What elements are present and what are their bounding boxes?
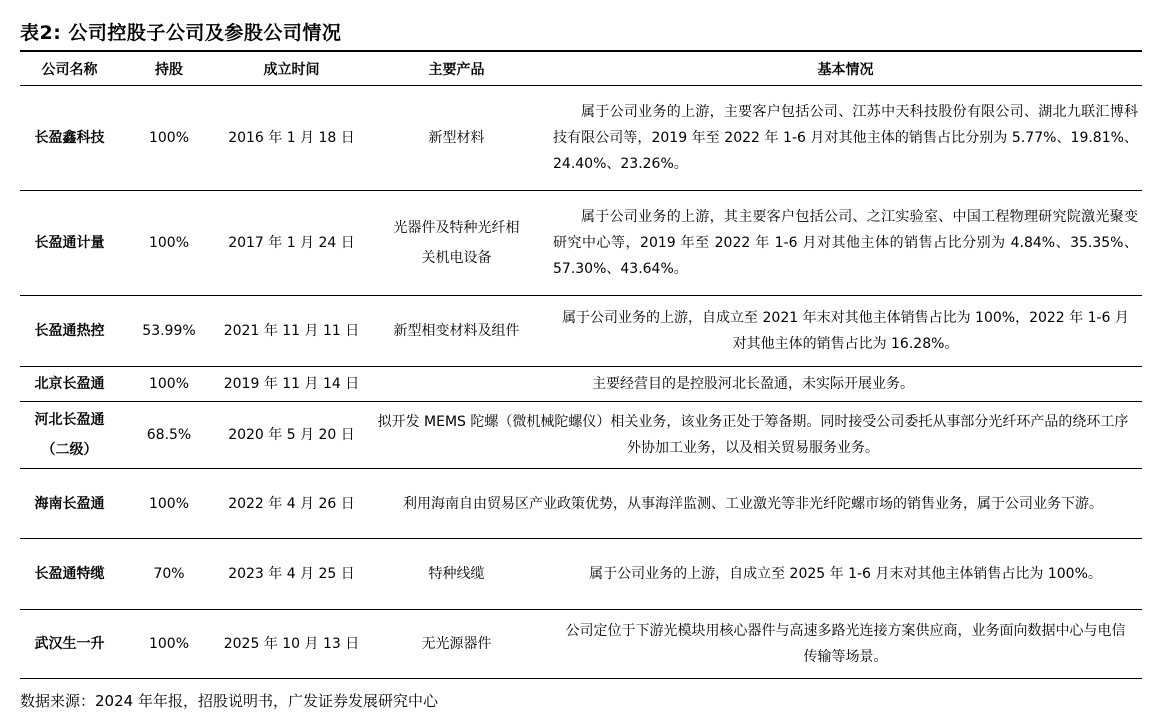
shareholding: 53.99% (119, 296, 219, 367)
shareholding: 100% (119, 86, 219, 191)
founded-date: 2021 年 11 月 11 日 (219, 296, 364, 367)
description-text: 属于公司业务的上游，自成立至 2021 年末对其他主体销售占比为 100%，2022 年 1-6 月对其他主体的销售占比为 16.28%。 (562, 310, 1129, 352)
description (549, 610, 1142, 679)
company-name: 海南长盈通 (20, 469, 119, 539)
header-product: 主要产品 (364, 52, 549, 86)
description (364, 402, 1142, 469)
founded-date: 2023 年 4 月 25 日 (219, 539, 364, 610)
header-share: 持股 (119, 52, 219, 86)
shareholding: 100% (119, 367, 219, 402)
description-text: 属于公司业务的上游，自成立至 2025 年 1-6 月末对其他主体销售占比为 100%。 (589, 566, 1102, 582)
table-row (20, 367, 1142, 402)
description (549, 296, 1142, 367)
founded-date: 2019 年 11 月 14 日 (219, 367, 364, 402)
shareholding: 70% (119, 539, 219, 610)
table-row (20, 86, 1142, 191)
table-title: 表2: 公司控股子公司及参股公司情况 (20, 22, 342, 44)
main-product (364, 296, 549, 367)
shareholding: 100% (119, 610, 219, 679)
main-product: 无光源器件 (364, 610, 549, 679)
company-name: 长盈通计量 (20, 191, 119, 296)
description (549, 539, 1142, 610)
description (549, 191, 1142, 296)
company-name-text: 河北长盈通（二级） (34, 412, 105, 458)
description-text: 公司定位于下游光模块用核心器件与高速多路光连接方案供应商，业务面向数据中心与电信传输等场景。 (565, 623, 1126, 665)
table-row (20, 402, 1142, 469)
description (364, 469, 1142, 539)
company-name: 武汉生一升 (20, 610, 119, 679)
subsidiary-table (20, 52, 1142, 679)
data-source-note: 数据来源：2024 年年报，招股说明书，广发证券发展研究中心 (20, 692, 438, 710)
table-row (20, 469, 1142, 539)
table-row (20, 539, 1142, 610)
description-text: 利用海南自由贸易区产业政策优势，从事海洋监测、工业激光等非光纤陀螺市场的销售业务，属于公司业务下游。 (403, 495, 1103, 512)
main-product-text: 新型相变材料及组件 (393, 323, 520, 339)
company-name: 长盈通特缆 (20, 539, 119, 610)
description-text: 属于公司业务的上游，其主要客户包括公司、之江实验室、中国工程物理研究院激光聚变研究中心等，2019 年至 2022 年 1-6 月对其他主体的销售占比分别为 4.84%、35.35%、57.30%、43.64%。 (553, 209, 1138, 277)
main-product: 新型材料 (364, 86, 549, 191)
main-product (364, 191, 549, 296)
description (549, 86, 1142, 191)
main-product: 特种线缆 (364, 539, 549, 610)
founded-date: 2017 年 1 月 24 日 (219, 191, 364, 296)
shareholding: 100% (119, 191, 219, 296)
description (364, 367, 1142, 402)
table-row (20, 296, 1142, 367)
header-desc: 基本情况 (549, 52, 1142, 86)
header-date: 成立时间 (219, 52, 364, 86)
company-name: 长盈鑫科技 (20, 86, 119, 191)
shareholding: 100% (119, 469, 219, 539)
founded-date: 2025 年 10 月 13 日 (219, 610, 364, 679)
company-name: 北京长盈通 (20, 367, 119, 402)
description-text: 属于公司业务的上游，主要客户包括公司、江苏中天科技股份有限公司、湖北九联汇博科技有限公司等，2019 年至 2022 年 1-6 月对其他主体的销售占比分别为 5.77%、19.81%、24.40%、23.26%。 (553, 104, 1138, 172)
shareholding: 68.5% (119, 402, 219, 469)
company-name: 长盈通热控 (20, 296, 119, 367)
description-text: 主要经营目的是控股河北长盈通，未实际开展业务。 (592, 376, 914, 392)
founded-date: 2020 年 5 月 20 日 (219, 402, 364, 469)
header-name: 公司名称 (20, 52, 119, 86)
header-row (20, 52, 1142, 86)
description-text: 拟开发 MEMS 陀螺（微机械陀螺仪）相关业务，该业务正处于筹备期。同时接受公司委托从事部分光纤环产品的绕环工序外协加工业务，以及相关贸易服务业务。 (377, 414, 1129, 456)
main-product-text: 光器件及特种光纤相关机电设备 (393, 220, 520, 266)
founded-date: 2022 年 4 月 26 日 (219, 469, 364, 539)
table-row (20, 610, 1142, 679)
table-row (20, 191, 1142, 296)
company-name (20, 402, 119, 469)
founded-date: 2016 年 1 月 18 日 (219, 86, 364, 191)
